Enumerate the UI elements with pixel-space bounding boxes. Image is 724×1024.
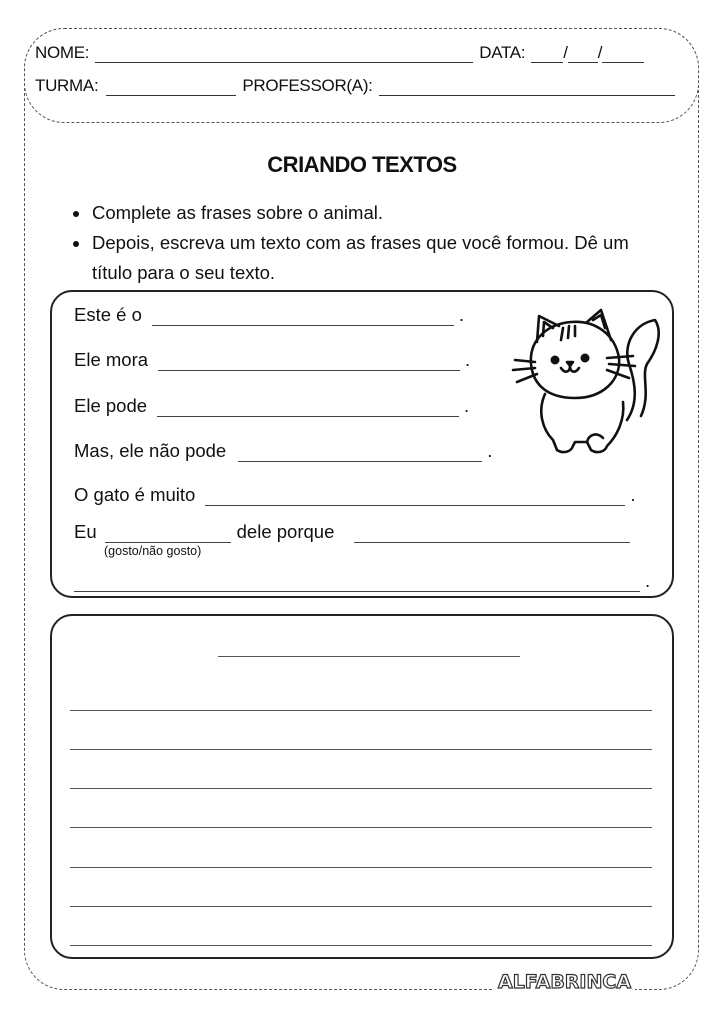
sentence-blank[interactable] bbox=[238, 443, 482, 462]
date-day-field[interactable] bbox=[531, 46, 563, 63]
instructions-list bbox=[70, 198, 670, 288]
sentence-row bbox=[74, 570, 650, 592]
hint-text: (gosto/não gosto) bbox=[104, 544, 202, 558]
sentence-row bbox=[74, 440, 492, 462]
date-separator: / bbox=[563, 43, 568, 62]
sentence-prefix: Eu bbox=[74, 521, 97, 542]
reason-blank[interactable] bbox=[354, 524, 630, 543]
sentence-prefix: Ele mora bbox=[74, 349, 149, 370]
sentence-period: . bbox=[645, 570, 651, 591]
header-box bbox=[24, 28, 699, 123]
class-field[interactable] bbox=[106, 79, 236, 96]
cat-icon bbox=[507, 302, 667, 457]
sentence-period: . bbox=[630, 484, 636, 505]
teacher-field[interactable] bbox=[379, 79, 675, 96]
teacher-label: PROFESSOR(A): bbox=[242, 76, 373, 95]
sentence-prefix: Mas, ele não pode bbox=[74, 440, 227, 461]
header-row-1 bbox=[35, 43, 684, 63]
sentence-row bbox=[74, 349, 470, 371]
page-title: CRIANDO TEXTOS bbox=[267, 152, 457, 177]
writing-line[interactable] bbox=[70, 945, 652, 946]
instruction-item: Depois, escreva um texto com as frases que você formou. Dê um título para o seu texto. bbox=[70, 228, 670, 288]
writing-line[interactable] bbox=[70, 827, 652, 828]
name-field[interactable] bbox=[95, 46, 473, 63]
header-row-2 bbox=[35, 76, 684, 96]
sentence-row bbox=[74, 484, 635, 506]
writing-line[interactable] bbox=[70, 710, 652, 711]
sentence-period: . bbox=[464, 395, 470, 416]
brand-logo: ALFABRINCA bbox=[494, 970, 635, 994]
sentence-row bbox=[74, 304, 464, 326]
sentence-period: . bbox=[458, 304, 465, 325]
class-label: TURMA: bbox=[35, 76, 99, 95]
date-separator: / bbox=[597, 43, 603, 62]
writing-box bbox=[50, 614, 674, 959]
date-month-field[interactable] bbox=[568, 46, 598, 63]
sentence-middle: dele porque bbox=[236, 521, 335, 542]
date-label: DATA: bbox=[479, 43, 526, 62]
sentence-prefix: Ele pode bbox=[74, 395, 148, 416]
like-blank[interactable] bbox=[105, 524, 231, 543]
sentence-blank[interactable] bbox=[205, 487, 625, 506]
sentence-prefix: O gato é muito bbox=[74, 484, 196, 505]
sentence-box bbox=[50, 290, 674, 598]
sentence-blank[interactable] bbox=[152, 307, 454, 326]
writing-line[interactable] bbox=[70, 906, 652, 907]
writing-line[interactable] bbox=[70, 749, 652, 750]
sentence-blank[interactable] bbox=[157, 398, 459, 417]
sentence-row bbox=[74, 521, 630, 543]
sentence-period: . bbox=[487, 440, 493, 461]
date-year-field[interactable] bbox=[602, 46, 644, 63]
name-label: NOME: bbox=[35, 43, 90, 62]
writing-line[interactable] bbox=[70, 867, 652, 868]
sentence-period: . bbox=[465, 349, 471, 370]
text-title-line[interactable] bbox=[218, 656, 520, 657]
sentence-prefix: Este é o bbox=[74, 304, 142, 325]
writing-line[interactable] bbox=[70, 788, 652, 789]
sentence-blank[interactable] bbox=[74, 573, 640, 592]
instruction-item: Complete as frases sobre o animal. bbox=[70, 198, 670, 228]
sentence-blank[interactable] bbox=[158, 352, 460, 371]
sentence-row bbox=[74, 395, 469, 417]
